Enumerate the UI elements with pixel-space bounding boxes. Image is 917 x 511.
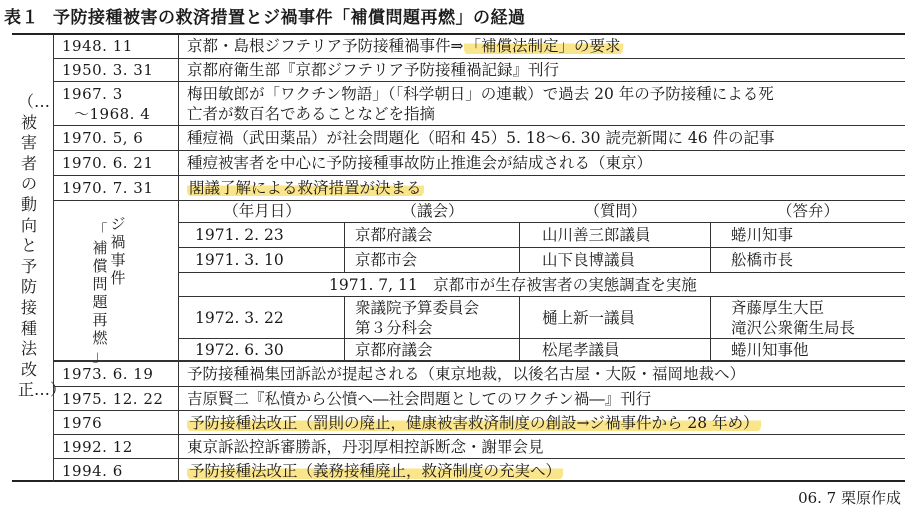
row-date [53,82,179,125]
row-date: 1994. 6 [53,459,179,482]
row-date: 1970. 6. 21 [53,151,179,175]
header-question: （質問） [584,202,647,220]
inner-council-line2: 第３分科会 [355,319,433,337]
inner-answer: 舩橋市長 [731,251,794,269]
row-date: 1970. 5, 6 [53,126,179,150]
header-date: （年月日） [223,202,301,220]
table-row [53,434,905,458]
row-text: 予防接種禍集団訴訟が提起される（東京地裁，以後名古屋・大阪・福岡地裁へ） [187,365,746,383]
row-date: 1975. 12. 22 [53,387,179,410]
side-label: （…被害者の動向と予防接種法改正…） [18,92,67,400]
inner-answer: 蜷川知事 [731,226,794,244]
table-row [53,175,905,200]
row-text [187,459,563,483]
inner-row [179,338,905,361]
row-text-highlight: 予防接種法改正（罰則の廃止，健康被害救済制度の創設→ジ禍事件から 28 年め） [189,414,759,432]
table-title-text: 予防接種被害の救済措置とジ禍事件「補償問題再燃」の経過 [53,8,526,28]
inner-question: 山川善三郎議員 [520,223,711,247]
row-text [187,411,761,435]
compensation-section [53,200,905,365]
inner-council: 京都府議会 [345,223,520,247]
author-credit: 06. 7 栗原作成 [798,489,901,507]
row-date: 1992. 12 [53,435,179,458]
row-text-highlight: 「補償法制定」の要求 [465,37,621,55]
table-row [53,150,905,175]
row-text-plain: 京都・島根ジフテリア予防接種禍事件⇒ [187,37,464,55]
row-text: 京都府衛生部『京都ジフテリア予防接種禍記録』刊行 [187,61,560,79]
table-row [53,386,905,410]
inner-date: 1972. 6. 30 [179,339,345,361]
inner-row [179,296,905,338]
inner-date: 1971. 3. 10 [179,248,345,272]
table-row [53,81,905,125]
inner-merged-text: 1971. 7, 11 京都市が生存被害者の実態調査を実施 [329,276,697,294]
row-date: 1973. 6. 19 [53,362,179,386]
row-date: 1950. 3. 31 [53,59,179,81]
table-row [53,58,905,81]
row-text-line2: 亡者が数百名であることなどを指摘 [187,105,436,123]
inner-date: 1972. 3. 22 [179,297,345,338]
inner-answer-line2: 滝沢公衆衛生局長 [731,319,856,337]
inner-council: 京都府議会 [345,339,520,361]
inner-council-line1: 衆議院予算委員会 [355,299,480,317]
row-text [187,176,424,201]
table-row [53,362,905,386]
inner-council [345,297,520,338]
row-text: 東京訴訟控訴審勝訴，丹羽厚相控訴断念・謝罪会見 [187,438,544,456]
vertical-label-col2: 「 補 償 問 題 再 燃 」 [92,221,108,365]
row-date-end: 〜1968. 4 [74,105,151,123]
row-date: 1970. 7. 31 [53,176,179,200]
row-date: 1976 [53,411,179,434]
table-number: 表１ [4,8,39,28]
row-date: 1948. 11 [53,35,179,58]
header-answer: （答弁） [776,202,839,220]
inner-question: 山下良博議員 [520,248,711,272]
inner-row [179,222,905,247]
row-text-line1: 梅田敏郎が「ワクチン物語」（「科学朝日」の連載）で過去 20 年の予防接種による死 [187,85,774,103]
inner-answer: 蜷川知事他 [731,341,809,359]
row-text: 吉原賢二『私憤から公憤へ―社会問題としてのワクチン禍―』刊行 [187,390,652,408]
table-title [4,3,526,28]
vertical-label-col1: ジ 禍 事 件 [110,215,126,287]
row-text: 種痘禍（武田薬品）が社会問題化（昭和 45）5. 18〜6. 30 読売新聞に 46 件の記事 [187,129,775,147]
table-row [53,458,905,482]
table-row [53,35,905,58]
table-row [53,125,905,150]
inner-answer-line1: 斉藤厚生大臣 [731,299,825,317]
section-label [53,201,179,365]
row-text: 種痘被害者を中心に予防接種事故防止推進会が結成される（東京） [187,154,653,172]
inner-date: 1971. 2. 23 [179,223,345,247]
row-text [187,82,774,124]
row-text-highlight: 閣議了解による救済措置が決まる [189,179,422,197]
row-text [187,35,623,57]
table-row [53,410,905,434]
header-council: （議会） [401,202,464,220]
inner-merged-row [179,272,905,296]
inner-question: 松尾孝議員 [520,339,711,361]
inner-council: 京都市会 [345,248,520,272]
inner-answer [711,297,905,338]
inner-question: 樋上新一議員 [520,297,711,338]
row-date-start: 1967. 3 [62,85,123,103]
inner-header-row [179,201,905,222]
inner-row [179,247,905,272]
row-text-highlight: 予防接種法改正（義務接種廃止，救済制度の充実へ） [189,462,562,480]
